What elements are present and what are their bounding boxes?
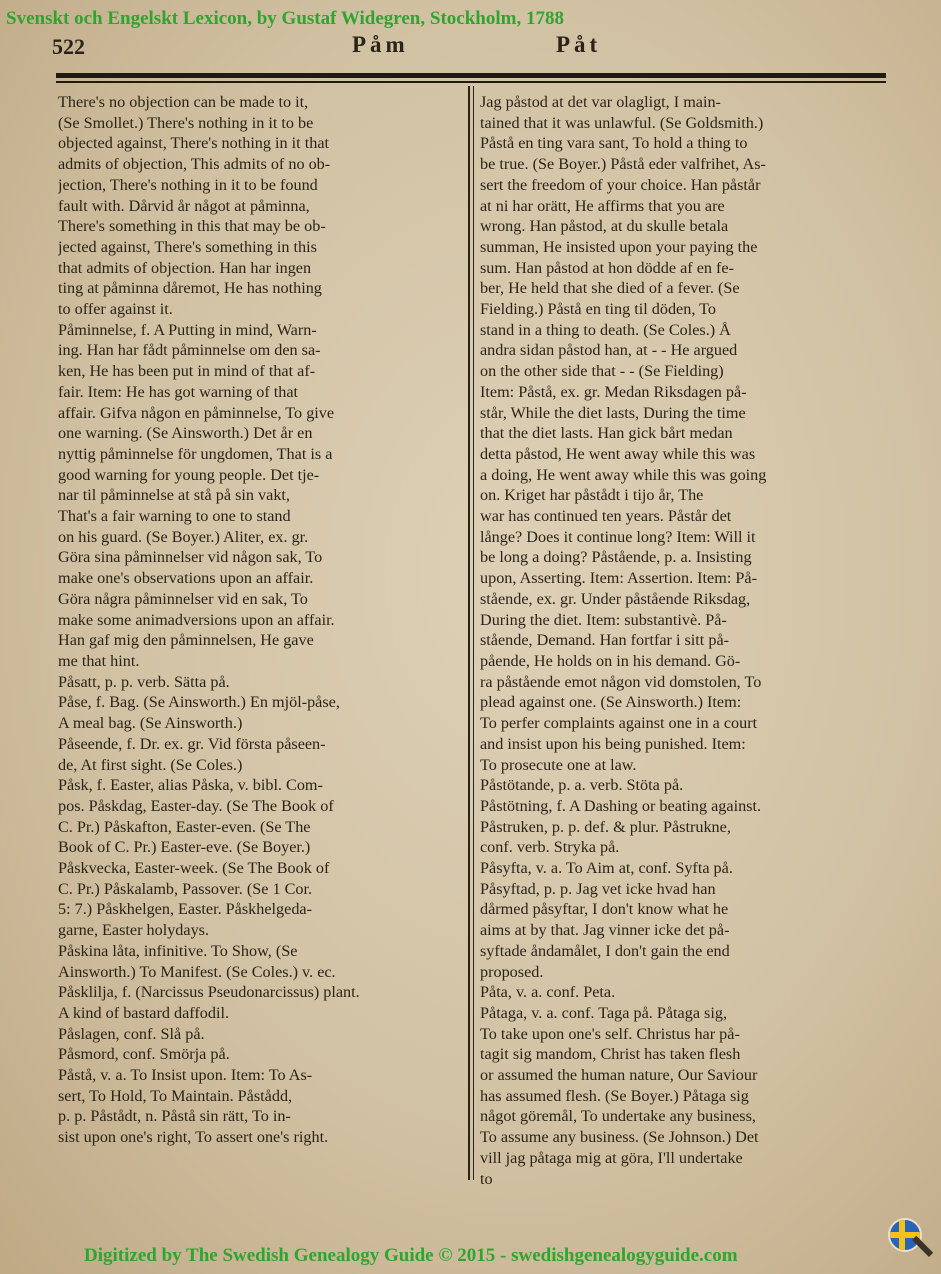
text-line: a doing, He went away while this was going	[480, 465, 767, 484]
text-line: jected against, There's something in this	[58, 237, 317, 256]
text-line: To assume any business. (Se Johnson.) Det	[480, 1128, 759, 1147]
text-line: sert, To Hold, To Maintain. Påstådd,	[58, 1086, 293, 1105]
text-line: Han gaf mig den påminnelsen, He gave	[58, 631, 314, 650]
text-line: aims at by that. Jag vinner icke det på-	[480, 921, 730, 940]
text-line: Påsklilja, f. (Narcissus Pseudonarcissus) plant.	[58, 983, 360, 1002]
digitization-title: Svenskt och Engelskt Lexicon, by Gustaf Widegren, Stockholm, 1788	[6, 8, 564, 29]
right-column	[480, 92, 886, 1189]
text-line: Göra sina påminnelser vid någon sak, To	[58, 548, 323, 567]
text-line: to	[480, 1169, 493, 1188]
text-line: me that hint.	[58, 651, 140, 670]
text-line: sist upon one's right, To assert one's right.	[58, 1128, 329, 1147]
text-line: on his guard. (Se Boyer.) Aliter, ex. gr.	[58, 527, 309, 546]
text-line: Göra några påminnelser vid en sak, To	[58, 589, 308, 608]
text-line: Påtaga, v. a. conf. Taga på. Påtaga sig,	[480, 1003, 727, 1022]
text-line: står, While the diet lasts, During the time	[480, 403, 746, 422]
text-line: något göremål, To undertake any business,	[480, 1107, 756, 1126]
text-line: Påminnelse, f. A Putting in mind, Warn-	[58, 320, 317, 339]
text-line: proposed.	[480, 962, 544, 981]
text-line: tained that it was unlawful. (Se Goldsmith.)	[480, 113, 764, 132]
text-line: ken, He has been put in mind of that af-	[58, 362, 316, 381]
text-line: has assumed flesh. (Se Boyer.) Påtaga sig	[480, 1086, 749, 1105]
text-line: Påstå, v. a. To Insist upon. Item: To As-	[58, 1066, 313, 1085]
text-line: To prosecute one at law.	[480, 755, 637, 774]
text-line: Påslagen, conf. Slå på.	[58, 1024, 205, 1043]
text-line: fair. Item: He has got warning of that	[58, 382, 299, 401]
text-line: be true. (Se Boyer.) Påstå eder valfrihet, As-	[480, 155, 766, 174]
text-line: ber, He held that she died of a fever. (Se	[480, 279, 740, 298]
header-rule-thin	[56, 81, 886, 83]
text-line: ing. Han har fådt påminnelse om den sa-	[58, 341, 321, 360]
text-line: Fielding.) Påstå en ting til döden, To	[480, 300, 716, 319]
text-line: Ainsworth.) To Manifest. (Se Coles.) v. ec.	[58, 962, 336, 981]
text-line: detta påstod, He went away while this was	[480, 444, 756, 463]
text-line: that admits of objection. Han har ingen	[58, 258, 312, 277]
text-line: Påsyfta, v. a. To Aim at, conf. Syfta på.	[480, 859, 733, 878]
text-line: There's something in this that may be ob-	[58, 217, 326, 236]
text-line: pående, He holds on in his demand. Gö-	[480, 651, 741, 670]
text-line: that the diet lasts. Han gick bårt medan	[480, 424, 733, 443]
text-line: C. Pr.) Påskafton, Easter-even. (Se The	[58, 817, 311, 836]
text-line: Påstötande, p. a. verb. Stöta på.	[480, 776, 684, 795]
running-head-right: Påt	[556, 32, 602, 57]
text-line: affair. Gifva någon en påminnelse, To give	[58, 403, 335, 422]
text-line: and insist upon his being punished. Item:	[480, 734, 746, 753]
text-line: Påsk, f. Easter, alias Påska, v. bibl. Com-	[58, 776, 323, 795]
text-line: långe? Does it continue long? Item: Will it	[480, 527, 756, 546]
text-line: Påstötning, f. A Dashing or beating against.	[480, 796, 762, 815]
running-head-left: Påm	[352, 32, 409, 57]
text-line: make some animadversions upon an affair.	[58, 610, 335, 629]
text-line: vill jag påtaga mig at göra, I'll undertake	[480, 1148, 743, 1167]
text-line: ra påstående emot någon vid domstolen, To	[480, 672, 762, 691]
text-line: Påse, f. Bag. (Se Ainsworth.) En mjöl-påse,	[58, 693, 340, 712]
digitization-credit: Digitized by The Swedish Genealogy Guide © 2015 - swedishgenealogyguide.com	[84, 1245, 738, 1266]
text-line: ting at påminna dåremot, He has nothing	[58, 279, 322, 298]
text-line: or assumed the human nature, Our Saviour	[480, 1066, 758, 1085]
text-line: (Se Smollet.) There's nothing in it to be	[58, 113, 314, 132]
text-line: Item: Påstå, ex. gr. Medan Riksdagen på-	[480, 382, 747, 401]
text-line: Book of C. Pr.) Easter-eve. (Se Boyer.)	[58, 838, 311, 857]
text-line: good warning for young people. Det tje-	[58, 465, 320, 484]
text-line: Påseende, f. Dr. ex. gr. Vid första påseen-	[58, 734, 326, 753]
text-line: To take upon one's self. Christus har på-	[480, 1024, 740, 1043]
text-line: sum. Han påstod at hon dödde af en fe-	[480, 258, 734, 277]
text-line: syftade åndamålet, I don't gain the end	[480, 941, 730, 960]
text-line: That's a fair warning to one to stand	[58, 507, 291, 526]
text-line: war has continued ten years. Påstår det	[480, 507, 732, 526]
left-column	[58, 92, 464, 1148]
text-line: fault with. Dårvid år något at påminna,	[58, 196, 310, 215]
text-line: pos. Påskdag, Easter-day. (Se The Book of	[58, 796, 334, 815]
text-line: upon, Asserting. Item: Assertion. Item: På-	[480, 569, 757, 588]
text-line: wrong. Han påstod, at du skulle betala	[480, 217, 729, 236]
text-line: Påskina låta, infinitive. To Show, (Se	[58, 941, 298, 960]
text-line: dårmed påsyftar, I don't know what he	[480, 900, 729, 919]
text-line: summan, He insisted upon your paying the	[480, 237, 758, 256]
text-line: garne, Easter holydays.	[58, 921, 210, 940]
text-line: Påstruken, p. p. def. & plur. Påstrukne,	[480, 817, 731, 836]
text-line: 5: 7.) Påskhelgen, Easter. Påskhelgeda-	[58, 900, 312, 919]
text-line: C. Pr.) Påskalamb, Passover. (Se 1 Cor.	[58, 879, 313, 898]
text-line: Påsatt, p. p. verb. Sätta på.	[58, 672, 230, 691]
text-line: be long a doing? Påstående, p. a. Insisting	[480, 548, 752, 567]
column-divider	[468, 86, 470, 1180]
text-line: one warning. (Se Ainsworth.) Det år en	[58, 424, 313, 443]
text-line: Påsmord, conf. Smörja på.	[58, 1045, 230, 1064]
text-line: nar til påminnelse at stå på sin vakt,	[58, 486, 290, 505]
text-line: Påskvecka, Easter-week. (Se The Book of	[58, 859, 330, 878]
text-line: A kind of bastard daffodil.	[58, 1003, 229, 1022]
text-line: nyttig påminnelse för ungdomen, That is a	[58, 444, 333, 463]
text-line: conf. verb. Stryka på.	[480, 838, 620, 857]
swedish-flag-magnifier-icon	[888, 1218, 922, 1252]
text-line: There's no objection can be made to it,	[58, 93, 309, 111]
text-line: to offer against it.	[58, 300, 173, 319]
header-rule-thick	[56, 73, 886, 78]
text-line: on the other side that - - (Se Fielding)	[480, 362, 724, 381]
text-line: jection, There's nothing in it to be found	[58, 175, 318, 194]
text-line: sert the freedom of your choice. Han påstår	[480, 175, 761, 194]
text-line: To perfer complaints against one in a court	[480, 714, 758, 733]
text-line: make one's observations upon an affair.	[58, 569, 314, 588]
text-line: Jag påstod at det var olagligt, I main-	[480, 93, 721, 111]
text-line: admits of objection, This admits of no ob-	[58, 155, 331, 174]
text-line: stående, ex. gr. Under påstående Riksdag,	[480, 589, 751, 608]
text-line: During the diet. Item: substantivè. På-	[480, 610, 727, 629]
text-line: andra sidan påstod han, at - - He argued	[480, 341, 738, 360]
text-line: objected against, There's nothing in it that	[58, 134, 329, 153]
text-line: tagit sig mandom, Christ has taken flesh	[480, 1045, 741, 1064]
page-number: 522	[52, 34, 85, 59]
text-line: stående, Demand. Han fortfar i sitt på-	[480, 631, 730, 650]
text-line: de, At first sight. (Se Coles.)	[58, 755, 243, 774]
text-line: on. Kriget har påstådt i tijo år, The	[480, 486, 704, 505]
column-divider-inner	[473, 86, 474, 1180]
text-line: A meal bag. (Se Ainsworth.)	[58, 714, 243, 733]
text-line: plead against one. (Se Ainsworth.) Item:	[480, 693, 742, 712]
text-line: Påstå en ting vara sant, To hold a thing to	[480, 134, 748, 153]
text-line: p. p. Påstådt, n. Påstå sin rätt, To in-	[58, 1107, 291, 1126]
text-line: stand in a thing to death. (Se Coles.) Å	[480, 320, 731, 339]
text-line: at ni har orätt, He affirms that you are	[480, 196, 725, 215]
text-line: Påta, v. a. conf. Peta.	[480, 983, 616, 1002]
text-line: Påsyftad, p. p. Jag vet icke hvad han	[480, 879, 716, 898]
